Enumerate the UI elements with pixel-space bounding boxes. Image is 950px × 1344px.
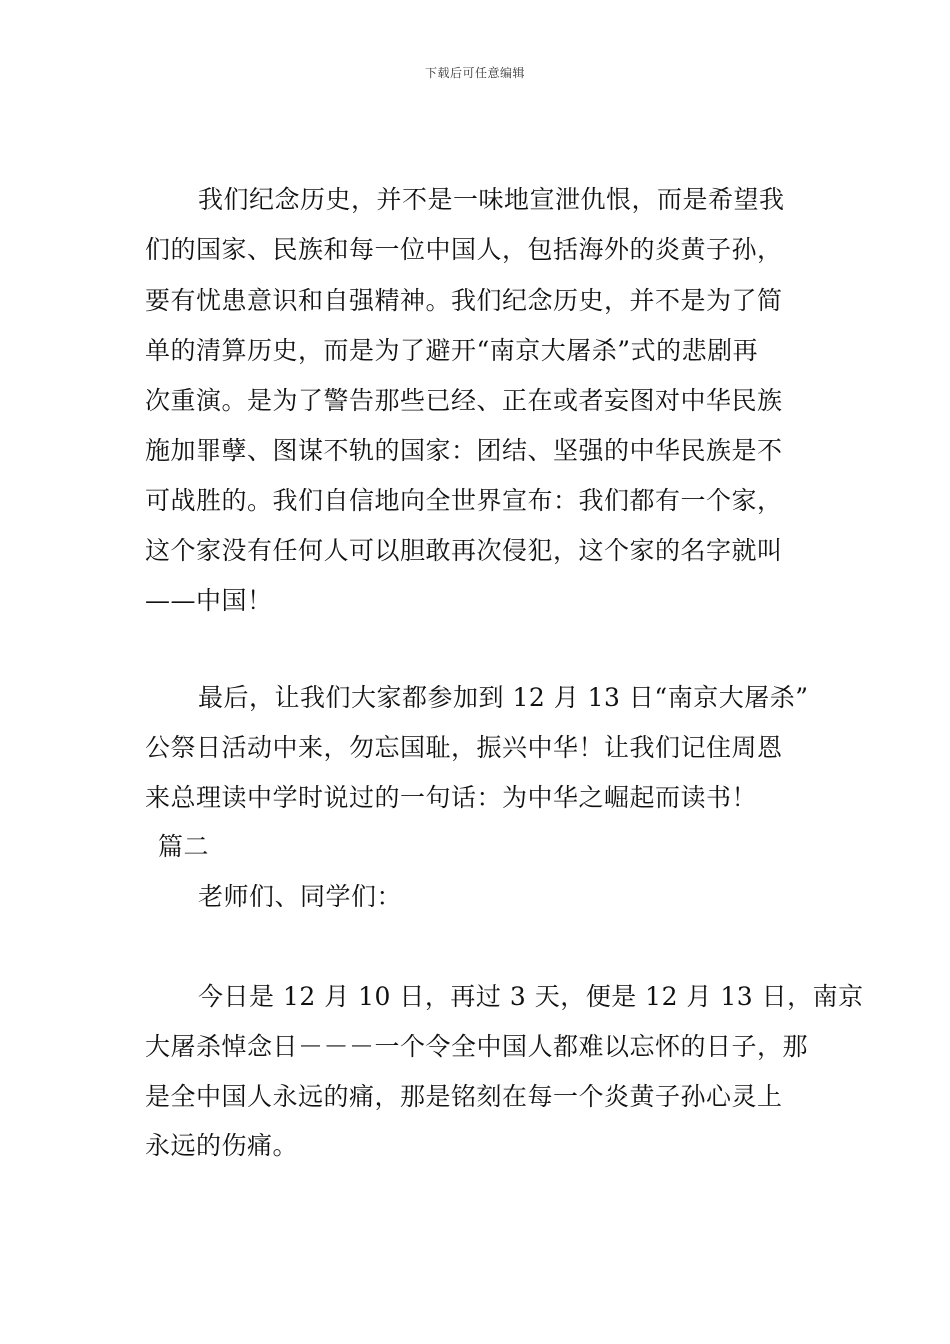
text-line: 大屠杀悼念日－－－一个令全中国人都难以忘怀的日子，那 (145, 1032, 809, 1061)
section-heading: 篇二 (158, 832, 210, 861)
text-line: 可战胜的。我们自信地向全世界宣布：我们都有一个家， (145, 486, 783, 515)
page-header: 下载后可任意编辑 (424, 66, 525, 80)
text-line: 来总理读中学时说过的一句话：为中华之崛起而读书！ (145, 783, 758, 812)
text-line: ——中国！ (145, 586, 273, 615)
text-line: 最后，让我们大家都参加到 12 月 13 日“南京大屠杀” (198, 683, 809, 712)
text-line: 这个家没有任何人可以胆敢再次侵犯，这个家的名字就叫 (145, 536, 783, 565)
text-line: 单的清算历史，而是为了避开“南京大屠杀”式的悲剧再 (145, 336, 759, 365)
text-line: 公祭日活动中来，勿忘国耻，振兴中华！让我们记住周恩 (145, 733, 783, 762)
text-line: 我们纪念历史，并不是一味地宣泄仇恨，而是希望我 (198, 185, 785, 214)
salutation: 老师们、同学们： (198, 882, 403, 911)
text-line: 要有忧患意识和自强精神。我们纪念历史，并不是为了简 (145, 286, 783, 315)
text-line: 次重演。是为了警告那些已经、正在或者妄图对中华民族 (145, 386, 783, 415)
text-line: 施加罪孽、图谋不轨的国家：团结、坚强的中华民族是不 (145, 436, 783, 465)
text-line: 是全中国人永远的痛，那是铭刻在每一个炎黄子孙心灵上 (145, 1082, 783, 1111)
text-line: 们的国家、民族和每一位中国人，包括海外的炎黄子孙， (145, 235, 783, 264)
text-line: 永远的伤痛。 (145, 1131, 299, 1160)
text-line: 今日是 12 月 10 日，再过 3 天，便是 12 月 13 日，南京 (198, 982, 864, 1011)
